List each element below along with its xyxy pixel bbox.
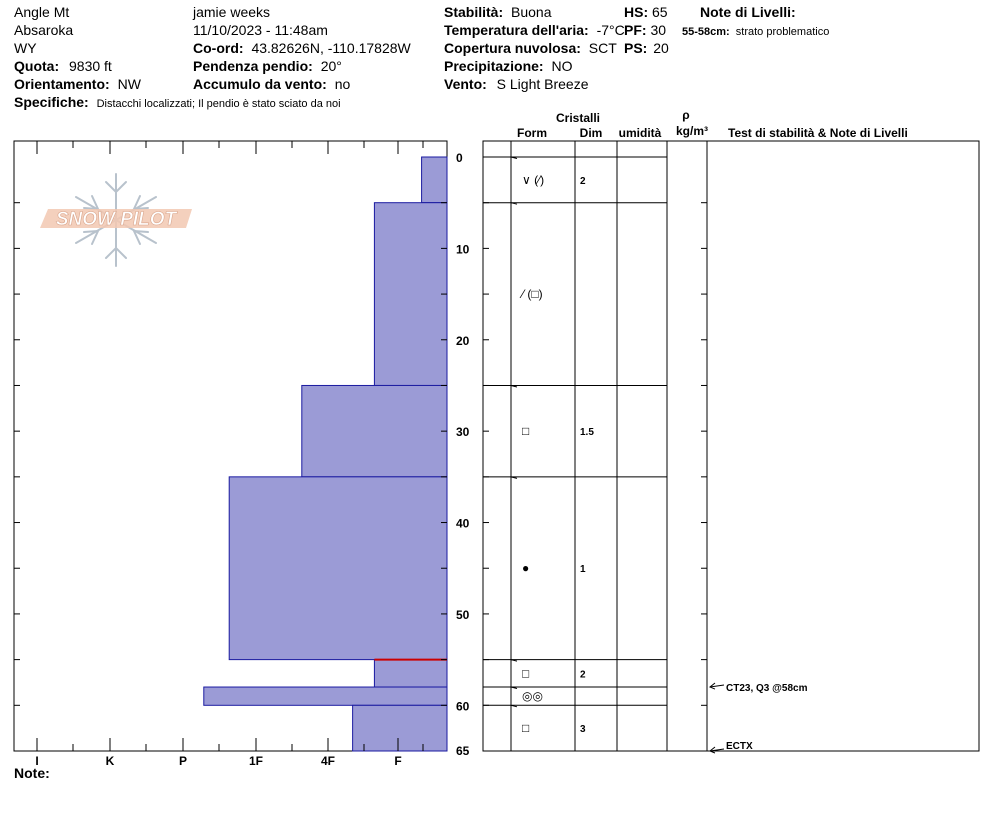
air-temperature bbox=[444, 22, 625, 38]
crystal-form-2: □ bbox=[522, 424, 530, 439]
date-time: 11/10/2023 - 11:48am bbox=[193, 22, 328, 38]
hardness-label-4F: 4F bbox=[320, 754, 336, 768]
wind-loading bbox=[193, 76, 350, 92]
crystal-size-3: 1 bbox=[580, 564, 586, 576]
aspect bbox=[14, 76, 142, 92]
hs-value: 65 bbox=[652, 4, 668, 20]
density-symbol: ρ bbox=[682, 108, 690, 122]
wind-loading-value: no bbox=[334, 76, 351, 92]
hardness-bar-0 bbox=[422, 157, 447, 203]
hardness-bar-6 bbox=[353, 705, 447, 751]
test-label-0: CT23, Q3 @58cm bbox=[726, 683, 808, 695]
crystal-form-4: □ bbox=[522, 666, 530, 681]
depth-label-65: 65 bbox=[456, 744, 470, 758]
elevation-label: Quota: bbox=[14, 58, 60, 74]
hardness-label-F: F bbox=[394, 754, 402, 768]
aspect-label: Orientamento: bbox=[14, 76, 110, 92]
ps-label: PS: bbox=[624, 40, 648, 56]
crystal-form-0: ∨ (⁄) bbox=[522, 172, 545, 187]
table-headers bbox=[517, 108, 908, 140]
layer-note-depth: 55-58cm: bbox=[682, 26, 730, 38]
hardness-label-1F: 1F bbox=[248, 754, 264, 768]
specifics-label: Specifiche: bbox=[14, 94, 89, 110]
slope-angle bbox=[193, 58, 342, 74]
pf-label: PF: bbox=[624, 22, 647, 38]
depth-label-50: 50 bbox=[456, 607, 470, 622]
header-left bbox=[14, 4, 341, 110]
foot-penetration bbox=[624, 22, 666, 38]
hardness-bars bbox=[204, 157, 447, 751]
ps-value: 20 bbox=[653, 40, 669, 56]
depth-label-10: 10 bbox=[456, 242, 470, 257]
hardness-bar-4 bbox=[374, 660, 447, 687]
pf-value: 30 bbox=[650, 22, 667, 38]
wind-label: Vento: bbox=[444, 76, 487, 92]
hardness-bar-2 bbox=[302, 385, 447, 476]
hardness-label-P: P bbox=[178, 754, 188, 768]
air-temp-value: -7°C bbox=[596, 22, 625, 38]
sky-value: SCT bbox=[588, 40, 617, 56]
aspect-value: NW bbox=[117, 76, 141, 92]
size-header: Dim bbox=[579, 126, 603, 140]
stability-label: Stabilità: bbox=[444, 4, 504, 20]
air-temp-label: Temperatura dell'aria: bbox=[444, 22, 589, 38]
sky-cover bbox=[444, 40, 617, 56]
mountain-range: Absaroka bbox=[14, 22, 74, 38]
coordinates bbox=[193, 40, 412, 56]
coord-label: Co-ord: bbox=[193, 40, 244, 56]
depth-axis bbox=[456, 151, 470, 758]
depth-label-60: 60 bbox=[456, 699, 470, 714]
slope-value: 20° bbox=[320, 58, 342, 74]
notes-label: Note: bbox=[14, 765, 50, 781]
slope-label: Pendenza pendio: bbox=[193, 58, 313, 74]
test-label-1: ECTX bbox=[726, 741, 753, 752]
layer-note-text: strato problematico bbox=[735, 26, 830, 38]
precip-label: Precipitazione: bbox=[444, 58, 544, 74]
crystal-form-5: ◎◎ bbox=[522, 689, 543, 704]
header-middle bbox=[192, 4, 412, 92]
crystal-size-2: 1.5 bbox=[580, 427, 594, 439]
wind-loading-label: Accumulo da vento: bbox=[193, 76, 327, 92]
location: Angle Mt bbox=[14, 4, 70, 20]
layer-notes-title: Note di Livelli: bbox=[700, 4, 796, 20]
stability-value: Buona bbox=[511, 4, 552, 20]
depth-label-30: 30 bbox=[456, 425, 470, 440]
density-unit: kg/m³ bbox=[675, 124, 709, 138]
hs-label: HS: bbox=[624, 4, 649, 20]
precip-value: NO bbox=[551, 58, 573, 74]
crystal-form-6: □ bbox=[522, 721, 530, 736]
crystal-size-4: 2 bbox=[580, 669, 586, 681]
table-ticks bbox=[483, 203, 707, 706]
form-header: Form bbox=[517, 126, 547, 140]
hardness-axis bbox=[35, 754, 401, 768]
specifics-value: Distacchi localizzati; Il pendio è stato sciato da noi bbox=[96, 98, 341, 110]
hardness-bar-5 bbox=[204, 687, 447, 705]
stability bbox=[444, 4, 552, 20]
crystal-form-1: ⁄ (□) bbox=[522, 287, 543, 302]
state: WY bbox=[14, 40, 37, 56]
snowpilot-logo bbox=[40, 174, 192, 266]
elevation-value: 9830 ft bbox=[69, 58, 112, 74]
observer: jamie weeks bbox=[193, 4, 271, 20]
depth-label-0: 0 bbox=[456, 151, 463, 165]
layer-note bbox=[682, 26, 829, 38]
ski-penetration bbox=[624, 40, 669, 56]
wind-value: S Light Breeze bbox=[496, 76, 589, 92]
specifics bbox=[14, 94, 341, 110]
coord-value: 43.82626N, -110.17828W bbox=[251, 40, 411, 56]
snow-height bbox=[624, 4, 668, 20]
logo-text: SNOW PILOT bbox=[55, 209, 177, 230]
wind bbox=[444, 76, 589, 92]
hardness-bar-1 bbox=[374, 203, 447, 386]
depth-label-40: 40 bbox=[456, 516, 470, 531]
precipitation bbox=[444, 58, 573, 74]
stability-tests bbox=[710, 683, 808, 753]
depth-label-20: 20 bbox=[456, 333, 470, 348]
tests-header: Test di stabilità & Note di Livelli bbox=[728, 126, 908, 140]
crystal-size-6: 3 bbox=[580, 724, 586, 736]
hardness-bar-3 bbox=[229, 477, 447, 660]
crystal-size-0: 2 bbox=[580, 175, 586, 187]
moisture-header: umidità bbox=[618, 126, 662, 140]
crystal-form-3: ● bbox=[522, 561, 530, 576]
header-right bbox=[444, 4, 829, 92]
elevation bbox=[14, 58, 112, 74]
hardness-label-K: K bbox=[105, 754, 115, 768]
hardness-label-I: I bbox=[35, 754, 39, 768]
sky-label: Copertura nuvolosa: bbox=[444, 40, 581, 56]
crystals-header: Cristalli bbox=[555, 111, 601, 125]
